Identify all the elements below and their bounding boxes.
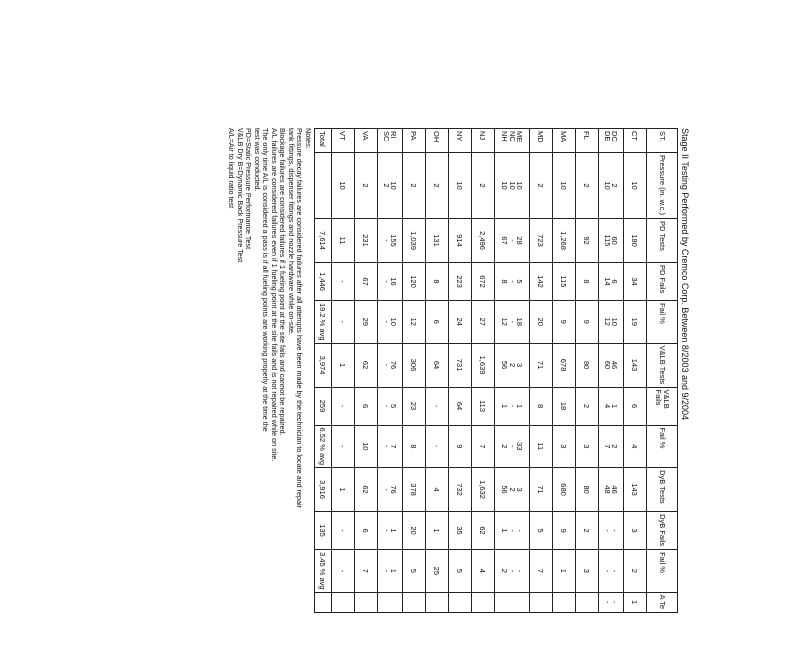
cell-last: 1 [624,592,647,612]
cell-line: 2 [500,568,510,573]
cell-line: 7 [389,444,399,449]
cell-line: 10 [603,181,612,190]
cell-line: - [382,280,391,283]
cell-dyb-p: 3 [576,550,599,593]
cell-dyb-p: 4 [472,550,495,593]
cell-last [332,592,355,612]
cell-line: - [382,404,391,408]
column-header-vlb-pct: Fail % [647,425,678,468]
table-row [553,129,576,613]
cell-pd-f: 8 [426,263,449,301]
cell-line: 8 [500,279,510,284]
cell-vlb-t: 731 [449,343,472,387]
cell-vlb-p: 11 [530,425,553,468]
cell-pd-t: 1,268 [553,219,576,263]
cell-line: - [603,569,612,573]
cell-last [530,592,553,612]
cell-dyb-p: 5 [449,550,472,593]
cell-line: 2 [507,487,517,492]
table-row [599,129,624,613]
cell-vlb-p: - [332,425,355,468]
cell-pd-f: 120 [403,263,426,301]
cell-pres: 2 [576,153,599,219]
cell-line: 2 [500,444,510,449]
cell-line: DE [603,131,612,142]
header-row [647,129,678,613]
cell-line: NC [507,131,517,142]
cell-vlb-p: 7 [472,425,495,468]
total-vlb-p: 6.52 % avg [315,425,332,468]
cell-pd-t: 92 [576,219,599,263]
cell-line: 28 [515,236,525,245]
cell-pd-f: 34 [624,263,647,301]
cell-line: 76 [389,360,399,370]
cell-pd-t: 2,496 [472,219,495,263]
cell-vlb-f [495,387,530,425]
cell-line: 155 [389,234,399,247]
cell-pd-t [378,219,403,263]
cell-line: 10 [515,181,525,190]
cell-dyb-p: 2 [624,550,647,593]
total-pd-f: 1,446 [315,263,332,301]
cell-vlb-p: 3 [553,425,576,468]
cell-st [495,129,530,153]
cell-st: NY [449,129,472,153]
cell-dyb-f: 2 [576,512,599,550]
cell-last [576,592,599,612]
cell-dyb-f: 62 [472,512,495,550]
cell-vlb-f [378,387,403,425]
cell-line: - [382,529,391,532]
cell-pd-p: 27 [472,301,495,344]
cell-vlb-f: - [332,387,355,425]
cell-dyb-t: 732 [449,468,472,512]
cell-dyb-t: 4 [426,468,449,512]
column-header-pd-pct: Fail % [647,301,678,344]
cell-pres: 2 [426,153,449,219]
column-header-dyb-pct: Fail % [647,550,678,593]
table-row [495,129,530,613]
cell-vlb-f: 113 [472,387,495,425]
cell-pd-f [495,263,530,301]
cell-line: 67 [500,236,510,245]
cell-pd-f: 115 [553,263,576,301]
note-line: Blockage failures are considered failures if 1 fueling point at the site fails and cannot be repaired. [278,128,288,436]
total-last [315,592,332,612]
cell-pres: 10 [624,153,647,219]
cell-pres: 2 [530,153,553,219]
cell-line: 1 [515,403,525,409]
cell-vlb-t [599,343,624,387]
cell-line: 2 [610,183,620,188]
cell-line: - [507,529,517,532]
cell-pd-t: 11 [332,219,355,263]
cell-dyb-f: - [332,512,355,550]
cell-last [355,592,378,612]
table-row [355,129,378,613]
cell-dyb-t [495,468,530,512]
note-line: tank fittings, dispenser fittings and nozzle hardware while on-site. [287,128,296,335]
cell-line: SC [382,131,391,142]
cell-dyb-t: 1,632 [472,468,495,512]
cell-line: - [382,320,391,324]
total-vlb-t: 3,974 [315,343,332,387]
cell-vlb-p: 3 [576,425,599,468]
stage-ii-testing-table [314,128,678,613]
cell-line: 7 [603,444,612,449]
cell-pres: 2 [355,153,378,219]
cell-vlb-t: 143 [624,343,647,387]
page-title: Stage II Testing Performed by Cremco Corp. Between 8/2003 and 9/2004 [680,128,690,421]
cell-pd-t: 231 [355,219,378,263]
cell-last [472,592,495,612]
cell-line: - [382,445,391,448]
cell-line: 2 [382,183,391,188]
cell-dyb-p: 7 [530,550,553,593]
cell-line: 1 [500,528,510,533]
cell-pd-t [495,219,530,263]
cell-line: - [507,239,517,242]
cell-st [599,129,624,153]
cell-dyb-t: 71 [530,468,553,512]
cell-pd-p: 12 [403,301,426,344]
cell-pd-p [495,301,530,344]
cell-line: ME [515,131,525,143]
cell-dyb-f: 1 [426,512,449,550]
cell-last [449,592,472,612]
cell-dyb-f [599,512,624,550]
scanned-page-rotated [211,128,691,648]
cell-line: - [382,363,391,367]
cell-line: 115 [603,234,612,247]
cell-line: 2 [610,444,620,449]
total-pd-p: 19.2 % avg [315,301,332,344]
note-line: PD=Static Pressure Performance Test [244,128,254,250]
cell-dyb-f: 35 [449,512,472,550]
cell-pd-t: 1,039 [403,219,426,263]
cell-pd-f [599,263,624,301]
cell-line: 10 [507,181,517,190]
cell-dyb-f [495,512,530,550]
cell-pd-p: 29 [355,301,378,344]
cell-pres: 2 [472,153,495,219]
cell-line: 10 [389,317,399,326]
cell-vlb-p [599,425,624,468]
cell-last [553,592,576,612]
total-vlb-f: 259 [315,387,332,425]
cell-pd-f: 672 [472,263,495,301]
cell-pd-f: 67 [355,263,378,301]
cell-pd-p: 9 [576,301,599,344]
cell-line: - [610,569,620,573]
cell-line: DC [610,131,620,142]
cell-line: - [603,529,612,532]
cell-line: 5 [515,279,525,284]
cell-line: 18 [515,317,525,326]
cell-st [378,129,403,153]
cell-line: 10 [389,181,399,190]
cell-line: 16 [389,277,399,286]
cell-line: 3 [515,362,525,368]
cell-last [378,592,403,612]
cell-line: 60 [603,360,612,370]
cell-line: 2 [507,362,517,368]
cell-line: 10 [610,317,620,326]
cell-vlb-p: 8 [403,425,426,468]
cell-line: - [382,239,391,242]
column-header-st: ST. [647,129,678,153]
column-header-pressure: Pressure (in. w.c.) [647,153,678,219]
table-row [624,129,647,613]
cell-last [495,592,530,612]
cell-st: PA [403,129,426,153]
table-row [403,129,426,613]
table-row [449,129,472,613]
cell-line: 46 [610,485,620,494]
cell-st: OH [426,129,449,153]
cell-pd-p [378,301,403,344]
note-line: test was conducted. [253,128,262,192]
cell-pd-t: 914 [449,219,472,263]
table-row [472,129,495,613]
cell-dyb-p: 25 [426,550,449,593]
cell-pres [378,153,403,219]
cell-vlb-p: - [426,425,449,468]
note-line: A/L=Air to liquid ratio test [227,128,237,209]
cell-line: - [382,488,391,491]
column-header-vlb-tests: V&LB Tests [647,343,678,387]
cell-last [599,592,624,612]
cell-vlb-t: 80 [576,343,599,387]
cell-vlb-p: 4 [624,425,647,468]
cell-pres: 10 [332,153,355,219]
total-dyb-t: 3,916 [315,468,332,512]
total-empty-cell [315,153,332,219]
cell-line: 3 [515,487,525,492]
cell-vlb-p: 10 [355,425,378,468]
cell-vlb-f: 23 [403,387,426,425]
cell-last [426,592,449,612]
cell-line: - [515,529,525,532]
cell-pd-t: 131 [426,219,449,263]
cell-line: 1 [389,528,399,533]
cell-dyb-t: 80 [576,468,599,512]
cell-pres: 10 [553,153,576,219]
cell-vlb-p: 9 [449,425,472,468]
column-header-dyb-fails: DyB Fails [647,512,678,550]
note-line: V&LB Dry B=Dynamic Back Pressure Test [236,128,245,263]
cell-pd-p: - [332,301,355,344]
cell-line: - [507,445,517,448]
cell-line: 56 [500,485,510,494]
cell-vlb-t: 306 [403,343,426,387]
cell-dyb-p [599,550,624,593]
cell-dyb-f: 6 [355,512,378,550]
cell-dyb-f: 5 [530,512,553,550]
cell-pd-p: 20 [530,301,553,344]
column-header-dyb-tests: DyB Tests [647,468,678,512]
cell-pd-f [378,263,403,301]
table-row [426,129,449,613]
cell-st: NJ [472,129,495,153]
cell-dyb-f: 20 [403,512,426,550]
cell-dyb-p [378,550,403,593]
cell-pd-p: 19 [624,301,647,344]
cell-line: - [507,320,517,324]
cell-vlb-f: 2 [576,387,599,425]
cell-line: 1 [389,568,399,573]
cell-last [403,592,426,612]
cell-vlb-t [495,343,530,387]
cell-dyb-p: 1 [553,550,576,593]
cell-dyb-f: 3 [624,512,647,550]
cell-vlb-f: 6 [355,387,378,425]
table-row [530,129,553,613]
cell-line: 5 [389,403,399,409]
cell-pres: 2 [403,153,426,219]
cell-dyb-t: 62 [355,468,378,512]
cell-pd-f: 142 [530,263,553,301]
cell-line: RI [389,131,399,139]
cell-line: 56 [500,360,510,370]
cell-vlb-f: 6 [624,387,647,425]
note-line: Pressure decay failures are considered failures after all attempts have been made by the technician to locate and repair [295,128,305,508]
cell-pd-t: 723 [530,219,553,263]
cell-vlb-t: 678 [553,343,576,387]
cell-dyb-t: 680 [553,468,576,512]
cell-line: 1 [500,403,510,409]
cell-line: 6 [610,279,620,284]
cell-vlb-p [495,425,530,468]
cell-vlb-f [599,387,624,425]
cell-pd-p [599,301,624,344]
cell-line: - [507,569,517,573]
cell-pd-p: 24 [449,301,472,344]
cell-dyb-t [378,468,403,512]
cell-dyb-t [599,468,624,512]
cell-vlb-p [378,425,403,468]
note-line: A/L failures are considered failures even if 1 fueling point at the site fails and is not repaired while on site. [270,128,279,462]
cell-pd-p: 6 [426,301,449,344]
cell-line: - [603,600,612,604]
cell-pd-t [599,219,624,263]
note-line: Notes: [304,128,313,149]
cell-pd-t: 180 [624,219,647,263]
total-dyb-f: 135 [315,512,332,550]
cell-vlb-f: 18 [553,387,576,425]
column-header-pd-tests: PD Tests [647,219,678,263]
cell-dyb-f: 9 [553,512,576,550]
cell-st: MD [530,129,553,153]
cell-vlb-f: 64 [449,387,472,425]
cell-line: NH [500,131,510,142]
cell-pd-p: 9 [553,301,576,344]
table-body [315,129,678,613]
cell-line: - [515,569,525,573]
cell-line: 10 [500,181,510,190]
cell-pres [495,153,530,219]
cell-line: - [610,529,620,532]
cell-dyb-p: 5 [403,550,426,593]
cell-dyb-t: 1 [332,468,355,512]
cell-st: FL [576,129,599,153]
cell-dyb-t: 378 [403,468,426,512]
table-row [332,129,355,613]
cell-dyb-p: 7 [355,550,378,593]
cell-st: VA [355,129,378,153]
cell-line: 4 [603,403,612,409]
total-row [315,129,332,613]
cell-line: 12 [500,317,510,326]
notes-block [227,128,312,648]
cell-line: 76 [389,485,399,494]
cell-pd-f: 223 [449,263,472,301]
cell-line: - [507,280,517,283]
cell-st: CT [624,129,647,153]
note-line: The only time A/L is considered a pass is if all fueling points are working properly at the time the [261,128,271,432]
cell-vlb-f: - [426,387,449,425]
cell-line: - [610,600,620,604]
cell-vlb-f: 8 [530,387,553,425]
cell-line: - [507,404,517,408]
cell-st: MA [553,129,576,153]
table-row [378,129,403,613]
cell-line: 46 [610,360,620,370]
cell-dyb-p: - [332,550,355,593]
column-header-vlb-fails: V&LB Fails [647,387,678,425]
cell-line: 14 [603,277,612,286]
cell-pres [599,153,624,219]
cell-pres: 10 [449,153,472,219]
cell-vlb-t [378,343,403,387]
column-header-pd-fails: PD Fails [647,263,678,301]
cell-line: 12 [603,317,612,326]
cell-vlb-t: 71 [530,343,553,387]
cell-vlb-t: 64 [426,343,449,387]
table-row [576,129,599,613]
cell-vlb-t: 1,639 [472,343,495,387]
total-label: Total [315,129,332,153]
cell-pd-f: - [332,263,355,301]
cell-st: VT [332,129,355,153]
total-dyb-p: 3.45 % avg [315,550,332,593]
cell-vlb-t: 62 [355,343,378,387]
cell-dyb-p [495,550,530,593]
total-pd-t: 7,614 [315,219,332,263]
column-header-last: A Te [647,592,678,612]
cell-line: 60 [610,236,620,245]
cell-line: 1 [610,403,620,409]
cell-vlb-t: 1 [332,343,355,387]
cell-pd-f: 8 [576,263,599,301]
cell-line: 33 [515,442,525,451]
cell-dyb-t: 143 [624,468,647,512]
cell-dyb-f [378,512,403,550]
cell-line: 48 [603,485,612,494]
cell-line: - [382,569,391,573]
